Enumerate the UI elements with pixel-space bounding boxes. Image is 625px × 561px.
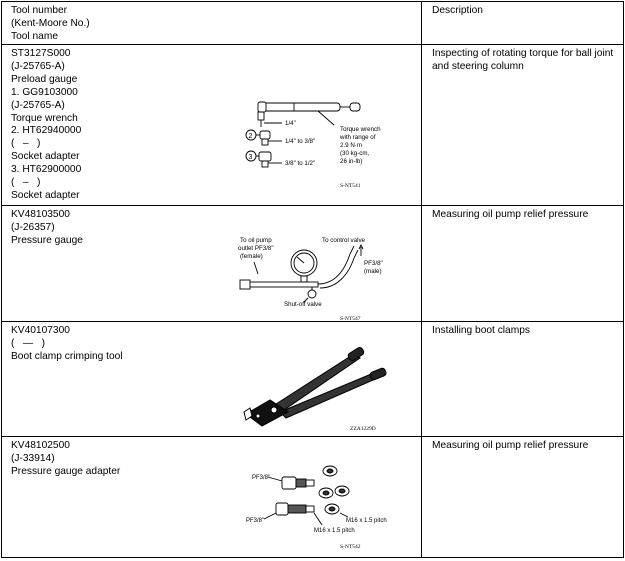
figure-label: outlet PF3/8" (238, 245, 274, 252)
figure-label: PF3/8" (246, 518, 265, 524)
tool-line: 1. GG9103000 (11, 86, 78, 98)
figure-label: Shut-off valve (284, 301, 322, 308)
header-tool-line: Tool name (11, 30, 59, 42)
tool-line: KV40107300 (11, 325, 70, 336)
tool-line: Preload gauge (11, 73, 78, 85)
pressure-gauge-adapter-figure (238, 461, 418, 555)
figure-label: To control valve (322, 237, 365, 244)
figure-note: (30 kg-cm, (340, 150, 370, 157)
table-row (2, 322, 624, 437)
figure-note: Torque wrench (340, 126, 381, 133)
description-cell (422, 45, 624, 206)
figure-note: (male) (364, 268, 382, 275)
tool-line: ( – ) (11, 138, 41, 150)
callout-number: 3 (248, 154, 253, 161)
tool-line: (J-25765-A) (11, 60, 65, 72)
tool-cell (2, 437, 422, 558)
description-text: Inspecting of rotating torque for ball joint and steering column (432, 48, 614, 72)
figure-label: (female) (240, 253, 263, 260)
figure-label: To oil pump (240, 237, 272, 244)
tool-line: KV48102500 (11, 440, 70, 451)
tool-line: (J-33914) (11, 452, 55, 464)
description-text: Measuring oil pump relief pressure (432, 209, 589, 220)
figure-code: ZZA1229D (350, 426, 376, 432)
figure-label: M16 x 1.5 pitch (314, 528, 355, 534)
tool-line: 3. HT62900000 (11, 164, 82, 176)
tool-line: Socket adapter (11, 189, 80, 201)
callout-number: 2 (248, 133, 253, 140)
tool-line: Boot clamp crimping tool (11, 350, 123, 362)
tool-line: Socket adapter (11, 151, 80, 163)
tool-line: (J-26357) (11, 221, 55, 233)
description-text: Installing boot clamps (432, 325, 530, 336)
figure-label: 1/4" (285, 120, 296, 127)
tool-line: KV48103500 (11, 209, 70, 220)
header-tool-line: Tool number (11, 5, 68, 16)
description-text: Measuring oil pump relief pressure (432, 440, 589, 451)
description-cell (422, 322, 624, 437)
tool-line: Pressure gauge (11, 234, 83, 246)
header-description: Description (432, 5, 483, 16)
pressure-gauge-figure (234, 232, 414, 320)
table-header-row (2, 2, 624, 45)
tool-line: Torque wrench (11, 112, 78, 124)
description-cell (422, 206, 624, 322)
tool-line: Pressure gauge adapter (11, 465, 121, 477)
tool-line: ST3127S000 (11, 48, 71, 59)
figure-note: with range of (340, 134, 376, 141)
tool-line: ( — ) (11, 337, 45, 349)
table-row (2, 206, 624, 322)
figure-label: 1/4" to 3/8" (285, 138, 316, 145)
boot-clamp-tool-figure (236, 342, 416, 434)
tool-cell (2, 322, 422, 437)
table-row (2, 437, 624, 558)
figure-code: S-NT542 (340, 544, 361, 550)
figure-code: S-NT547 (340, 316, 361, 320)
tool-cell (2, 206, 422, 322)
header-tool-line: (Kent-Moore No.) (11, 17, 90, 29)
tool-line: 2. HT62940000 (11, 125, 82, 137)
figure-note: 2.9 N·m (340, 142, 363, 149)
tool-line: ( – ) (11, 177, 41, 189)
figure-note: PF3/8" (364, 260, 383, 267)
figure-note: 26 in-lb) (340, 158, 363, 165)
figure-label: 3/8" to 1/2" (285, 160, 316, 167)
description-cell (422, 437, 624, 558)
special-service-tools-table (1, 1, 624, 558)
figure-code: S-NT541 (340, 183, 361, 189)
figure-label: PF3/8" (252, 475, 271, 481)
tool-line: (J-25765-A) (11, 99, 65, 111)
tool-cell (2, 45, 422, 206)
header-description-cell (422, 2, 624, 45)
figure-label: M16 x 1.5 pitch (346, 518, 387, 524)
table-row (2, 45, 624, 206)
header-tool-cell (2, 2, 422, 45)
